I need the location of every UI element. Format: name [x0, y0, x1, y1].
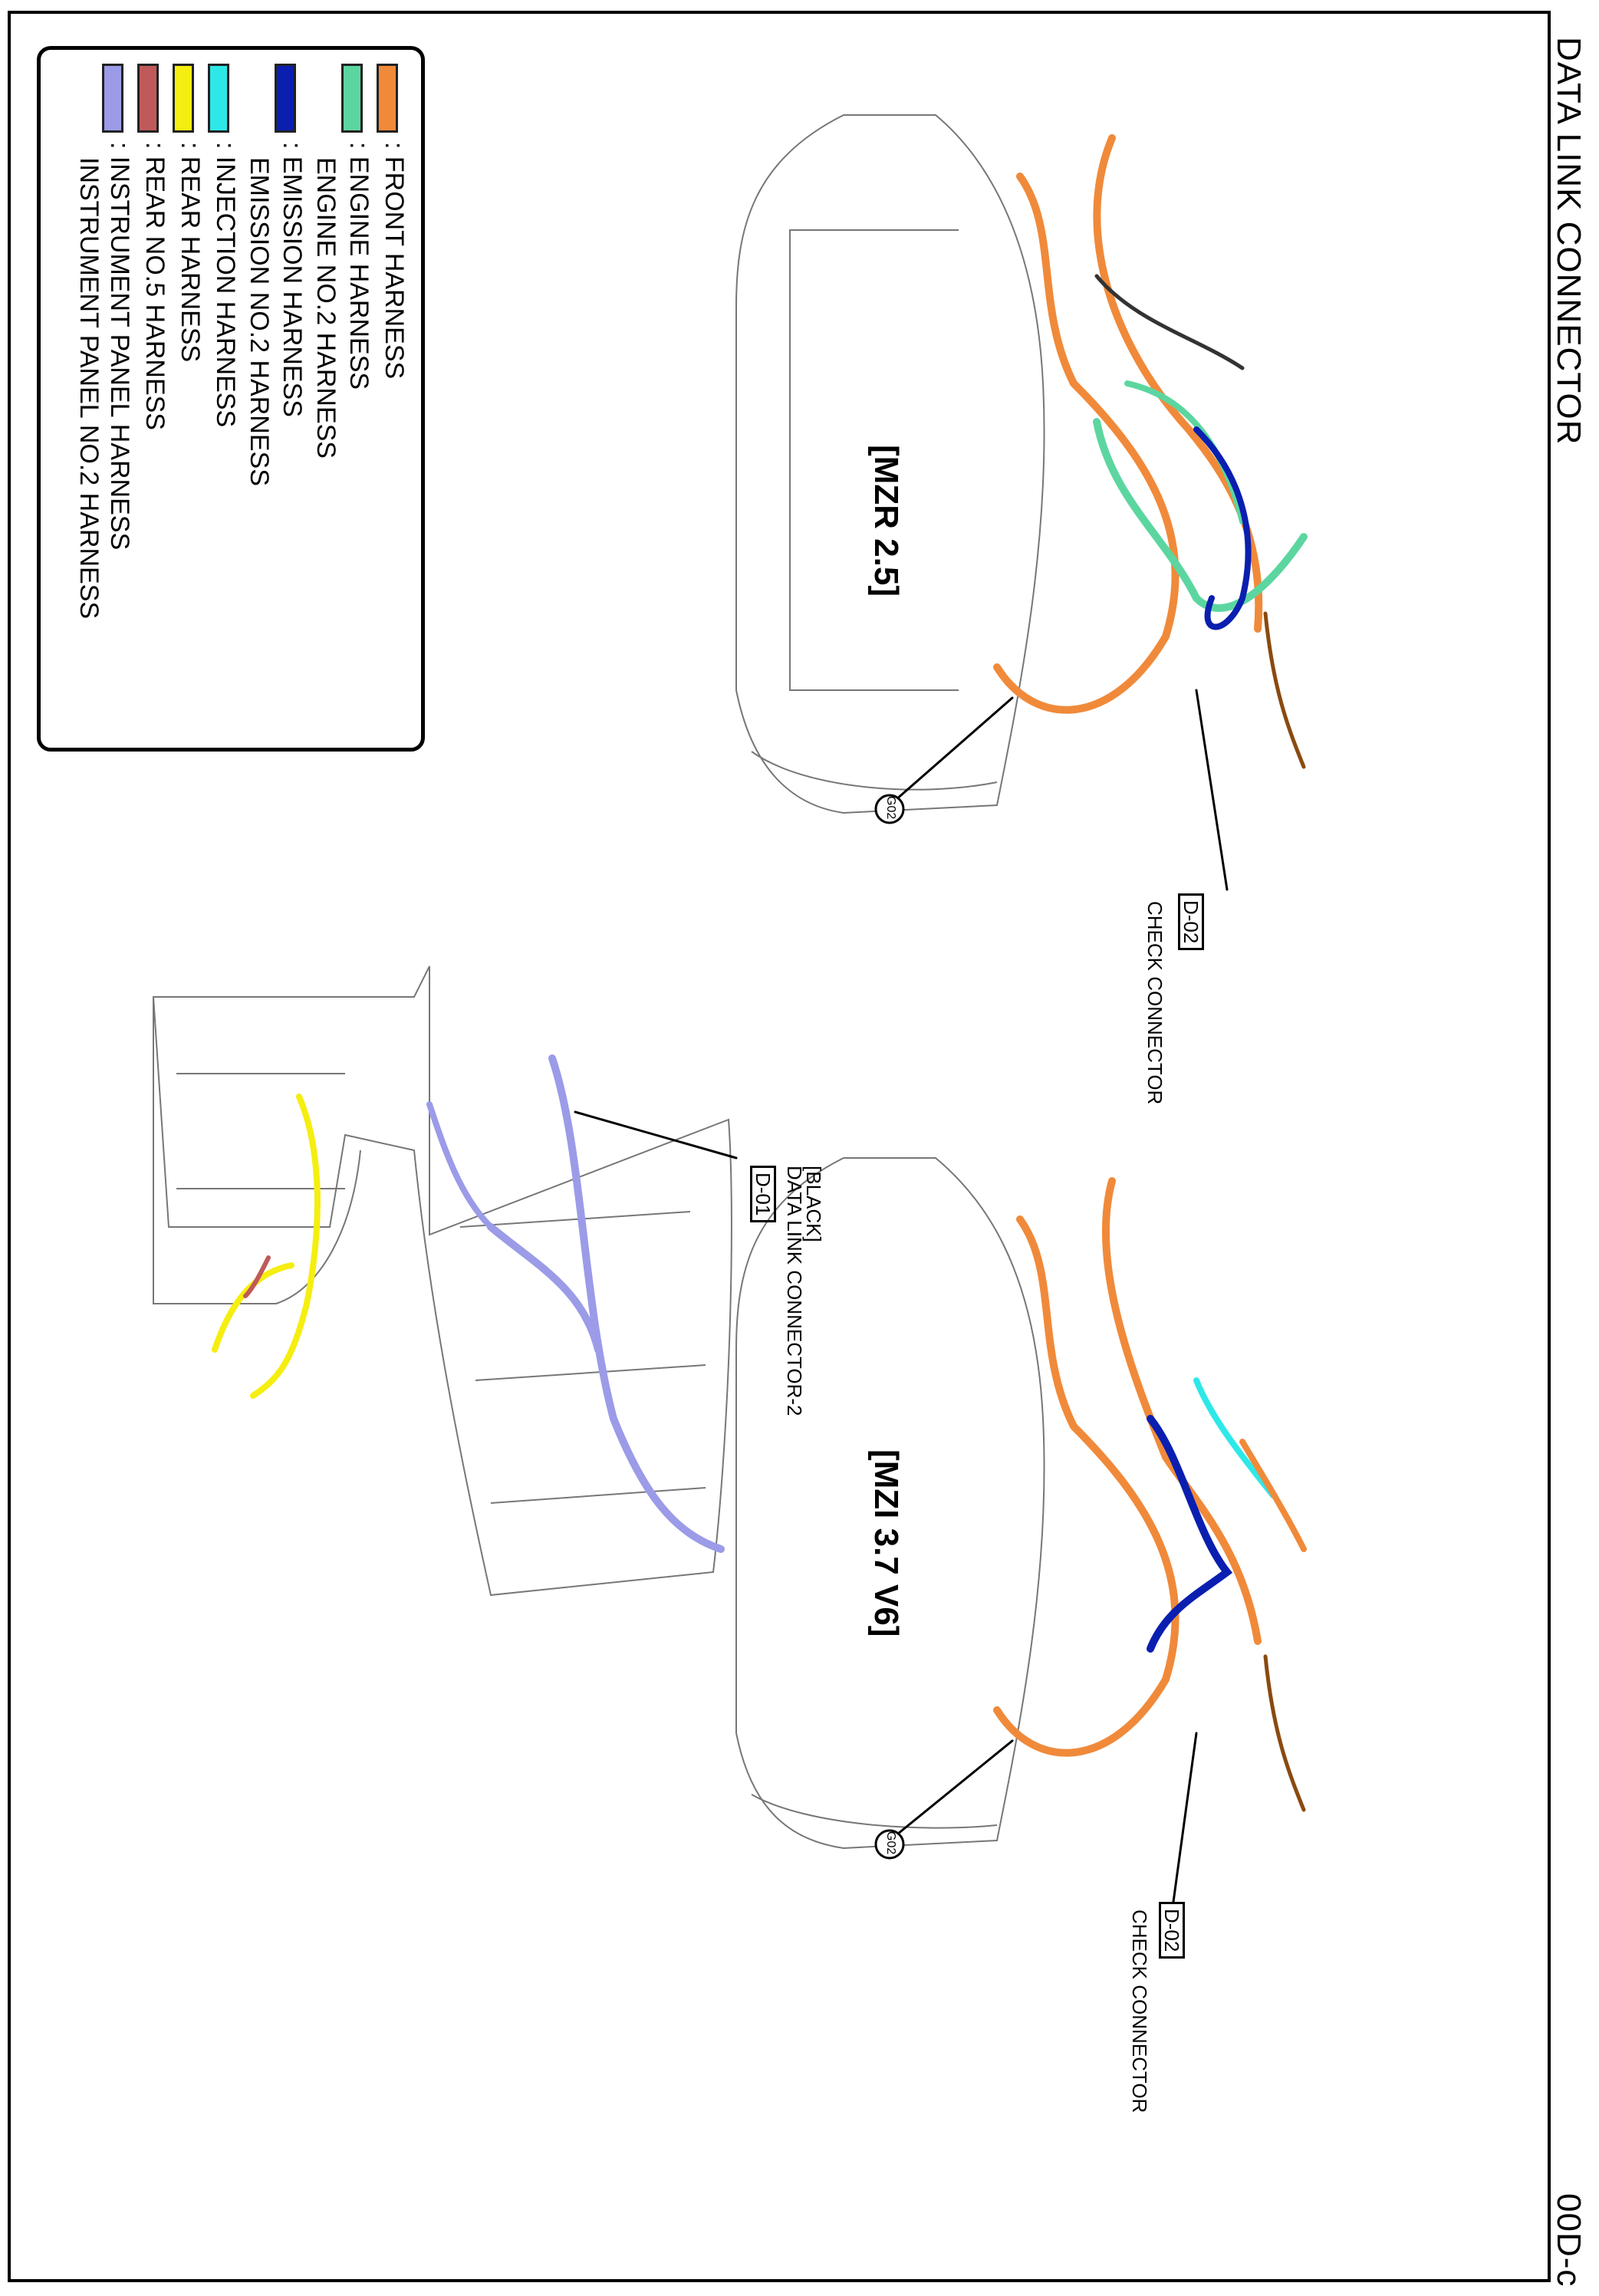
instrument-panel-outline: [153, 966, 732, 1595]
legend-label: : ENGINE HARNESS: [344, 142, 373, 390]
connector-code-mzr: D-02: [1178, 893, 1204, 950]
page-code: 00D-c: [1550, 2193, 1587, 2288]
ground-label-mzr: G02: [884, 796, 897, 820]
legend-label: : REAR NO.5 HARNESS: [140, 142, 169, 430]
connector-name-ip: DATA LINK CONNECTOR-2: [783, 1166, 806, 1416]
ground-label-mzi: G02: [884, 1831, 897, 1855]
legend-label: : INJECTION HARNESS: [211, 142, 240, 428]
connector-name-mzr: CHECK CONNECTOR: [1143, 901, 1166, 1105]
page-title: DATA LINK CONNECTOR: [1550, 37, 1587, 446]
legend-label: INSTRUMENT PANEL NO.2 HARNESS: [74, 157, 104, 620]
front-harness-line: [997, 176, 1176, 710]
harness-lines-mzr: [890, 138, 1304, 890]
harness-lines-instrument-panel: [215, 1058, 736, 1549]
legend-label: : INSTRUMENT PANEL HARNESS: [105, 142, 134, 551]
connector-code-mzi: D-02: [1159, 1902, 1185, 1959]
legend-label: : EMISSION HARNESS: [278, 142, 307, 417]
model-label-mzr: [MZR 2.5]: [867, 445, 905, 597]
legend-label: ENGINE NO.2 HARNESS: [311, 157, 341, 459]
connector-color-note: [BLACK]: [802, 1166, 825, 1242]
emission-harness-line: [1196, 429, 1249, 627]
legend-label: : REAR HARNESS: [176, 142, 205, 363]
connector-code-ip: D-01: [750, 1166, 776, 1222]
legend-label: : FRONT HARNESS: [380, 142, 409, 380]
connector-name-mzi: CHECK CONNECTOR: [1128, 1909, 1151, 2113]
legend-label: EMISSION NO.2 HARNESS: [245, 157, 274, 486]
model-label-mzi: [MZI 3.7 V6]: [867, 1449, 905, 1637]
harness-lines-mzi: [890, 1181, 1304, 1902]
